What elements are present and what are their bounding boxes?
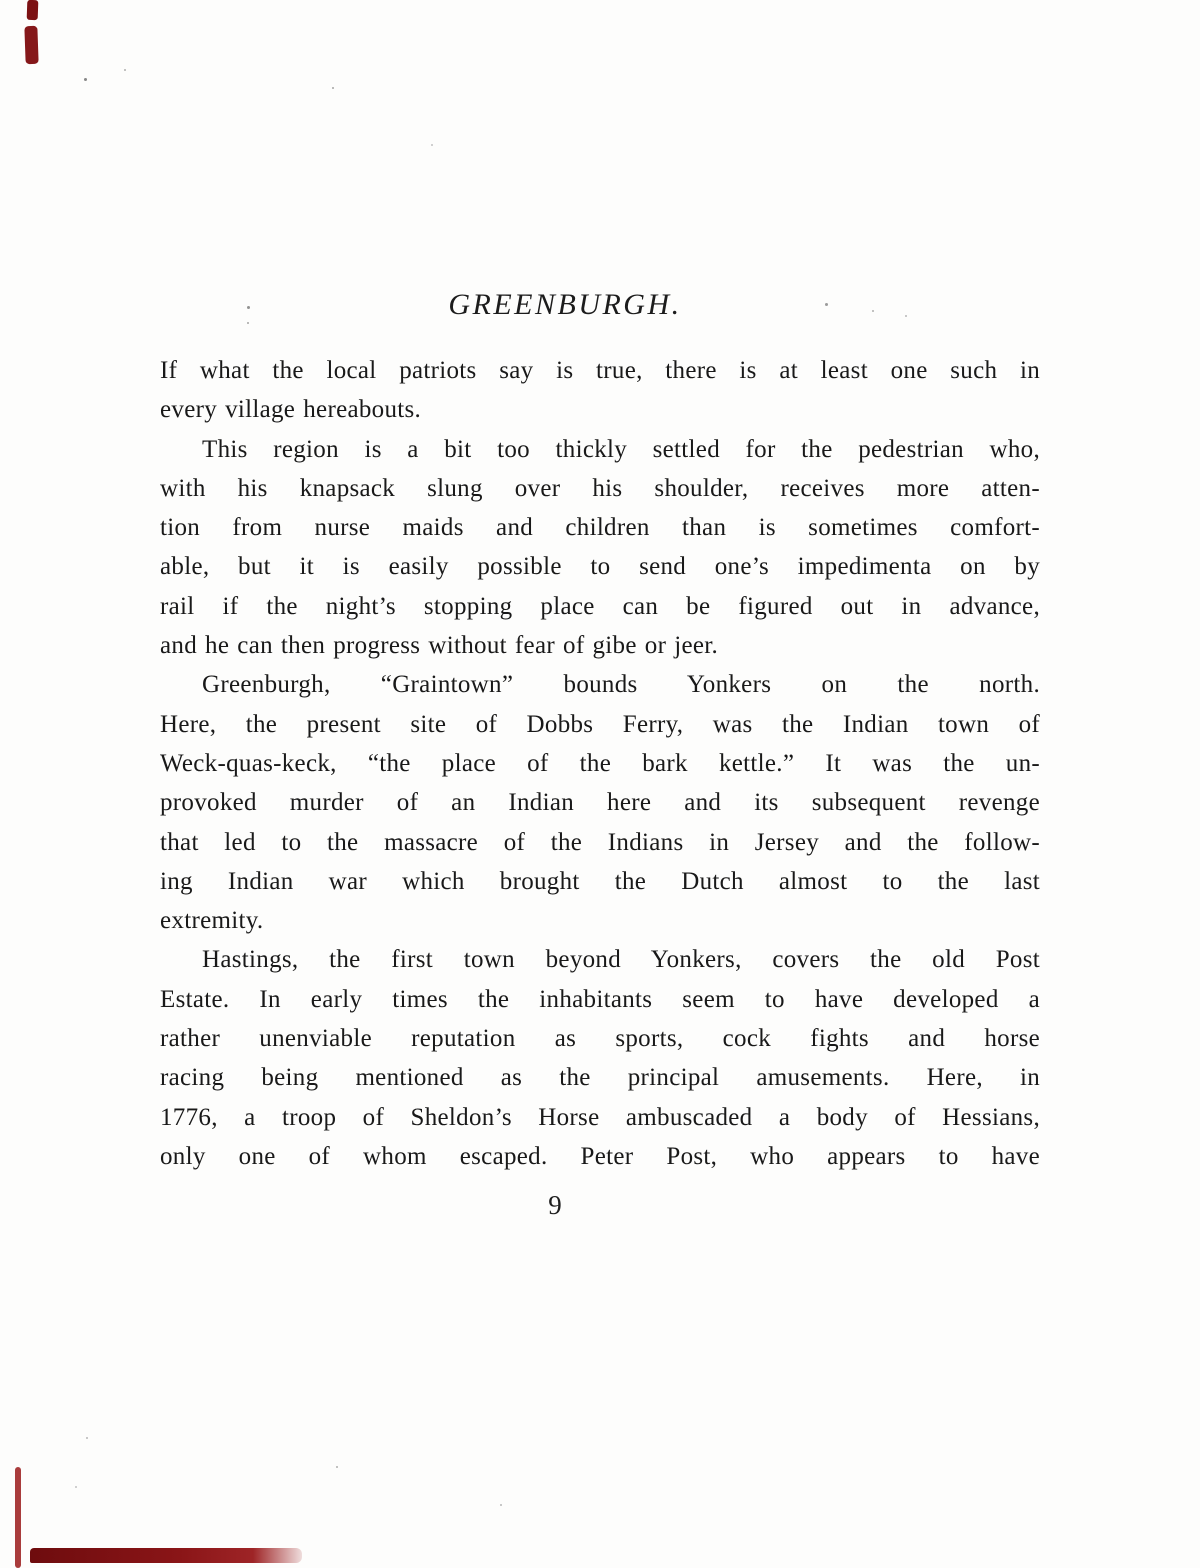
text-line: tion from nurse maids and children than is sometimes comfort- xyxy=(160,514,1040,542)
scan-speck xyxy=(247,322,249,324)
text-line: rather unenviable reputation as sports, cock fights and horse xyxy=(160,1025,1040,1053)
text-line: Greenburgh, “Graintown” bounds Yonkers on the north. xyxy=(202,671,1040,699)
scan-speck xyxy=(247,306,250,309)
text-block xyxy=(160,351,1040,1176)
text-line: extremity. xyxy=(160,907,264,935)
scan-speck xyxy=(431,144,433,146)
text-line: able, but it is easily possible to send one’s impedimenta on by xyxy=(160,553,1040,581)
scan-speck xyxy=(905,315,907,317)
text-line: and he can then progress without fear of gibe or jeer. xyxy=(160,632,719,660)
scan-speck xyxy=(124,69,126,71)
text-line: every village hereabouts. xyxy=(160,396,422,424)
text-line: with his knapsack slung over his shoulder, receives more atten- xyxy=(160,474,1040,502)
scan-speck xyxy=(75,1486,77,1488)
text-line: provoked murder of an Indian here and its subsequent revenge xyxy=(160,789,1040,817)
scan-speck xyxy=(86,1437,88,1439)
text-line: 1776, a troop of Sheldon’s Horse ambuscaded a body of Hessians, xyxy=(160,1103,1040,1131)
paragraph xyxy=(160,351,1040,430)
red-ink-mark-top-left xyxy=(24,26,38,64)
text-line: only one of whom escaped. Peter Post, who appears to have xyxy=(160,1142,1040,1170)
red-ink-mark-top-left xyxy=(27,0,39,20)
red-ink-mark-left-edge xyxy=(15,1467,21,1568)
scan-speck xyxy=(84,78,87,81)
scan-speck xyxy=(336,1466,338,1468)
text-line: Weck-quas-keck, “the place of the bark kettle.” It was the un- xyxy=(160,749,1040,777)
page-number: 9 xyxy=(548,1190,562,1220)
text-line: rail if the night’s stopping place can be figured out in advance, xyxy=(160,592,1040,620)
scan-speck xyxy=(825,303,828,306)
text-line: If what the local patriots say is true, there is at least one such in xyxy=(160,357,1040,384)
scan-speck xyxy=(332,87,334,89)
text-line: racing being mentioned as the principal amusements. Here, in xyxy=(160,1064,1040,1092)
text-line: Hastings, the first town beyond Yonkers, covers the old Post xyxy=(202,946,1040,974)
page-title: GREENBURGH. xyxy=(448,288,682,321)
text-line: ing Indian war which brought the Dutch almost to the last xyxy=(160,867,1040,895)
text-line: Here, the present site of Dobbs Ferry, was the Indian town of xyxy=(160,710,1040,738)
paragraph xyxy=(160,430,1040,666)
paragraph xyxy=(160,940,1040,1176)
paragraph xyxy=(160,665,1040,940)
text-line: This region is a bit too thickly settled for the pedestrian who, xyxy=(202,435,1040,463)
scan-speck xyxy=(500,1504,502,1506)
red-ink-mark-bottom-edge xyxy=(30,1548,302,1563)
scan-speck xyxy=(872,310,874,312)
text-line: that led to the massacre of the Indians in Jersey and the follow- xyxy=(160,828,1040,856)
text-line: Estate. In early times the inhabitants seem to have developed a xyxy=(160,985,1040,1013)
